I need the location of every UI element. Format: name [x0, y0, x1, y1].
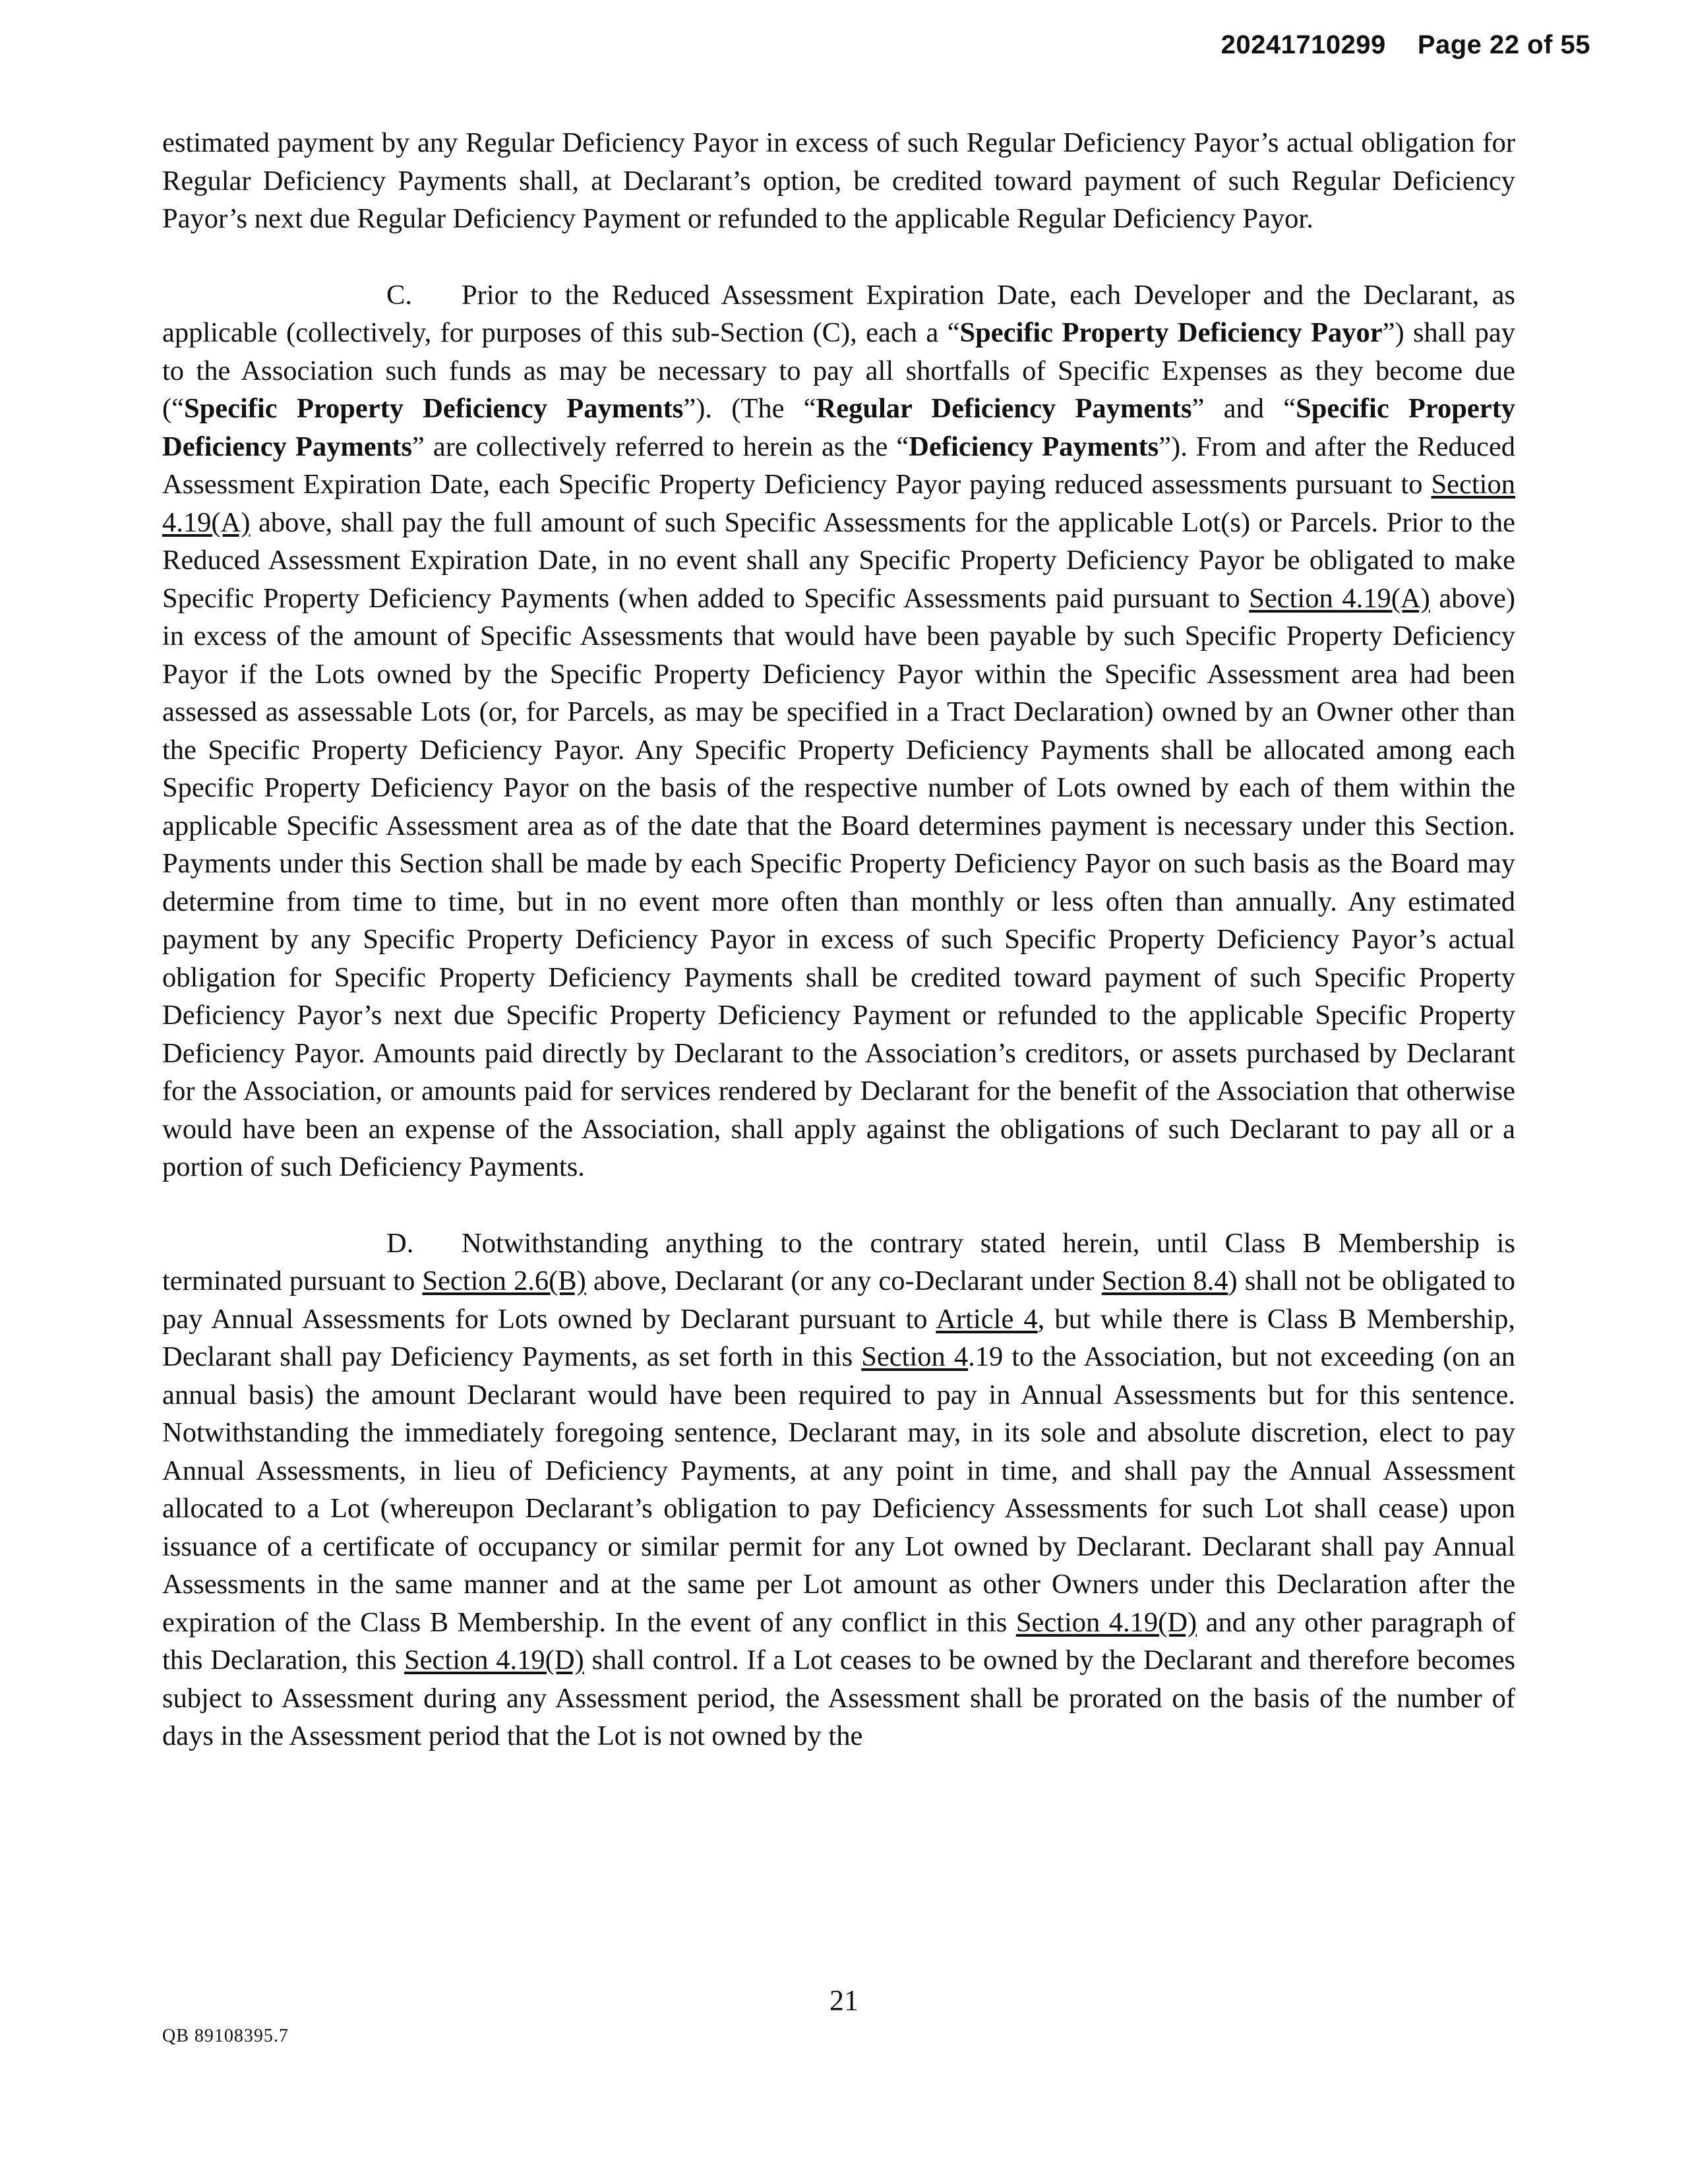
defined-term: Deficiency Payments — [909, 431, 1159, 462]
section-reference: Section 2.6(B) — [422, 1265, 586, 1296]
page-indicator: Page 22 of 55 — [1417, 30, 1590, 59]
text-run: above, Declarant (or any co-Declarant under — [586, 1265, 1102, 1296]
defined-term: Specific Property Deficiency Payor — [959, 317, 1383, 348]
text-run: above, shall pay the full amount of such Specific Assessments for the applicable Lot(s) or Parcels. Prior to the Reduced Assessment Expiration Date, in no event shall any Specific Property Deficiency Payor be obligated to make Specific Property Deficiency Payments (when added to Specific Assessments paid pursuant to — [162, 506, 1515, 614]
section-reference: Section 8.4 — [1101, 1265, 1228, 1296]
section-label-d: D. — [386, 1227, 414, 1259]
paragraph-d — [162, 1225, 1515, 1755]
section-reference: Section 4.19(A) — [162, 469, 1515, 538]
text-run: .19 to the Association, but not exceeding (on an annual basis) the amount Declarant would have been required to pay in Annual Assessments but for this sentence. Notwithstanding the immediately foregoing sentence, Declarant may, in its sole and absolute discretion, elect to pay Annual Assessments, in lieu of Deficiency Payments, at any point in time, and shall pay the Annual Assessment allocated to a Lot (whereupon Declarant’s obligation to pay Deficiency Assessments for such Lot shall cease) upon issuance of a certificate of occupancy or similar permit for any Lot owned by Declarant. Declarant shall pay Annual Assessments in the same manner and at the same per Lot amount as other Owners under this Declaration after the expiration of the Class B Membership. In the event of any conflict in this — [162, 1341, 1516, 1638]
text-run: above) in excess of the amount of Specific Assessments that would have been payable by such Specific Property Deficiency Payor if the Lots owned by the Specific Property Deficiency Payor within the Specific Assessment area had been assessed as assessable Lots (or, for Parcels, as may be specified in a Tract Declaration) owned by an Owner other than the Specific Property Deficiency Payor. Any Specific Property Deficiency Payments shall be allocated among each Specific Property Deficiency Payor on the basis of the respective number of Lots owned by each of them within the applicable Specific Assessment area as of the date that the Board determines payment is necessary under this Section. Payments under this Section shall be made by each Specific Property Deficiency Payor on such basis as the Board may determine from time to time, but in no event more often than monthly or less often than annually. Any estimated payment by any Specific Property Deficiency Payor in excess of such Specific Property Deficiency Payor’s actual obligation for Specific Property Deficiency Payments shall be credited toward payment of such Specific Property Deficiency Payor’s next due Specific Property Deficiency Payment or refunded to the applicable Specific Property Deficiency Payor. Amounts paid directly by Declarant to the Association’s creditors, or assets purchased by Declarant for the Association, or amounts paid for services rendered by Declarant for the benefit of the Association that otherwise would have been an expense of the Association, shall apply against the obligations of such Declarant to pay all or a portion of such Deficiency Payments. — [162, 582, 1515, 1182]
text-run: ”). From and after the Reduced Assessment Expiration Date, each Specific Property Deficiency Payor paying reduced assessments pursuant to — [162, 431, 1516, 500]
section-reference: Section 4.19(D) — [1015, 1606, 1197, 1638]
text-run: ” are collectively referred to herein as the “ — [411, 431, 909, 462]
recording-number: 20241710299 — [1221, 30, 1386, 59]
text-run: shall control. If a Lot ceases to be owned by the Declarant and therefore becomes subject to Assessment during any Assessment period, the Assessment shall be prorated on the basis of the number of days in the Assessment period that the Lot is not owned by the — [162, 1645, 1515, 1751]
section-reference: Section 4 — [861, 1341, 969, 1372]
text-run: Notwithstanding anything to the contrary stated herein, until Class B Membership is terminated pursuant to — [162, 1227, 1515, 1296]
defined-term: Regular Deficiency Payments — [816, 393, 1192, 424]
document-code: QB 89108395.7 — [162, 2026, 289, 2046]
paragraph-continuation — [162, 124, 1515, 238]
defined-term: Specific Property Deficiency Payments — [184, 393, 684, 424]
text-run: ) shall not be obligated to pay Annual Assessments for Lots owned by Declarant pursuant to — [162, 1265, 1515, 1335]
paragraph-text: estimated payment by any Regular Deficiency Payor in excess of such Regular Deficiency Payor’s actual obligation for Regular Deficiency Payments shall, at Declarant’s option, be credited toward payment of such Regular Deficiency Payor’s next due Regular Deficiency Payment or refunded to the applicable Regular Deficiency Payor. — [162, 127, 1515, 234]
text-run: Prior to the Reduced Assessment Expiration Date, each Developer and the Declarant, as applicable (collectively, for purposes of this sub-Section (C), each a “ — [162, 279, 1515, 348]
text-run: ” and “ — [1191, 393, 1296, 424]
text-run: and any other paragraph of this Declaration, this — [162, 1606, 1516, 1676]
section-label-c: C. — [386, 279, 412, 311]
text-run: , but while there is Class B Membership, Declarant shall pay Deficiency Payments, as set forth in this — [162, 1303, 1515, 1372]
document-header — [1221, 30, 1590, 60]
section-reference: Section 4.19(A) — [1249, 582, 1430, 614]
text-run: ”). (The “ — [683, 393, 816, 424]
text-run: ”) shall pay to the Association such funds as may be necessary to pay all shortfalls of Specific Expenses as they become due (“ — [162, 317, 1515, 424]
document-body — [162, 124, 1515, 1794]
defined-term: Specific Property Deficiency Payments — [162, 393, 1516, 462]
page-number: 21 — [829, 1984, 859, 2017]
article-reference: Article 4 — [936, 1303, 1038, 1335]
section-reference: Section 4.19(D) — [404, 1645, 584, 1676]
paragraph-c — [162, 276, 1515, 1186]
